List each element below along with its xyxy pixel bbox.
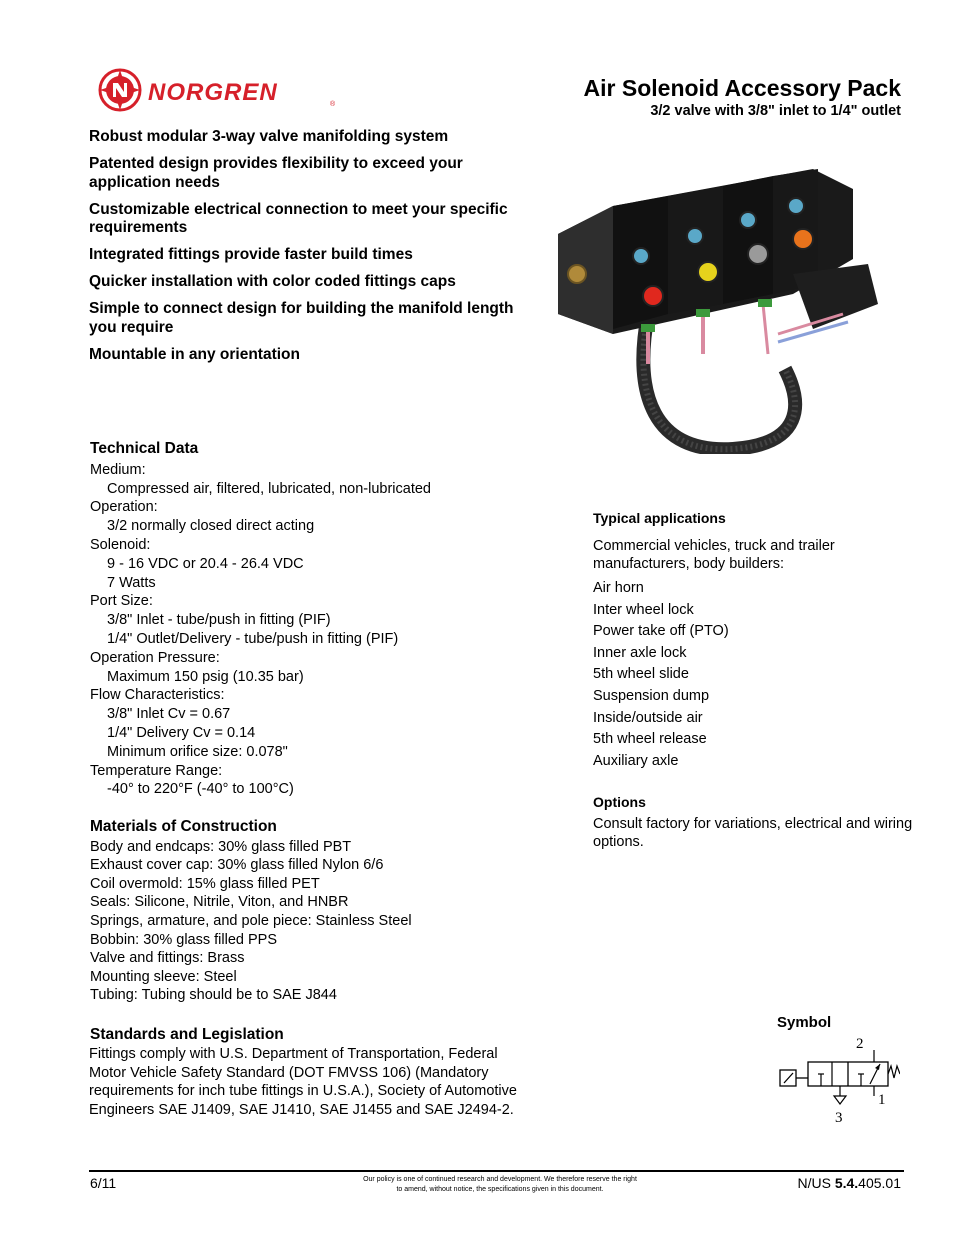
standards-section [89, 1026, 559, 1120]
port-1-label: 1 [878, 1092, 886, 1108]
technical-data-section [90, 440, 530, 799]
technical-data-value: Maximum 150 psig (10.35 bar) [107, 668, 304, 685]
technical-data-value: 1/4" Outlet/Delivery - tube/push in fitting (PIF) [107, 630, 399, 647]
material-line: Seals: Silicone, Nitrile, Viton, and HNBR [90, 894, 349, 911]
technical-data-value: Minimum orifice size: 0.078" [107, 743, 288, 760]
technical-data-value: 3/8" Inlet Cv = 0.67 [107, 706, 231, 723]
application-item: Power take off (PTO) [593, 623, 729, 640]
page-subtitle: 3/2 valve with 3/8" inlet to 1/4" outlet [650, 103, 901, 119]
technical-data-label: Solenoid: [90, 536, 151, 553]
footer-divider [89, 1170, 904, 1172]
application-item: Air horn [593, 580, 644, 596]
standards-line: Fittings comply with U.S. Department of Transportation, Federal [89, 1045, 498, 1062]
policy-line: Our policy is one of continued research and development. We therefore reserve the right [363, 1176, 637, 1183]
feature-item: Patented design provides flexibility to exceed your application needs [89, 155, 463, 191]
technical-data-value: 7 Watts [107, 574, 156, 591]
feature-item: Integrated fittings provide faster build times [89, 246, 413, 263]
material-line: Valve and fittings: Brass [90, 950, 245, 967]
application-item: Inside/outside air [593, 709, 703, 726]
application-item: Inner axle lock [593, 644, 687, 661]
technical-data-heading: Technical Data [90, 440, 199, 457]
application-item: Auxiliary axle [593, 752, 679, 769]
application-item: 5th wheel slide [593, 666, 689, 683]
footer-policy [330, 1175, 670, 1195]
port-3-label: 3 [835, 1110, 843, 1126]
technical-data-label: Medium: [90, 461, 146, 478]
material-line: Coil overmold: 15% glass filled PET [90, 875, 320, 892]
ref-suffix: 405.01 [858, 1175, 901, 1191]
technical-data-value: 9 - 16 VDC or 20.4 - 26.4 VDC [107, 555, 304, 572]
port-2-label: 2 [856, 1036, 864, 1052]
material-line: Body and endcaps: 30% glass filled PBT [90, 838, 352, 855]
standards-line: Engineers SAE J1409, SAE J1410, SAE J1455 and SAE J2494-2. [89, 1102, 514, 1119]
technical-data-label: Flow Characteristics: [90, 687, 225, 704]
technical-data-lines [90, 461, 530, 799]
technical-data-label: Operation: [90, 499, 158, 516]
technical-data-value: 3/8" Inlet - tube/push in fitting (PIF) [107, 612, 331, 629]
application-item: Inter wheel lock [593, 601, 694, 618]
footer-reference [797, 1175, 901, 1191]
footer-date: 6/11 [90, 1175, 117, 1191]
technical-data-value: 3/2 normally closed direct acting [107, 518, 315, 535]
material-line: Bobbin: 30% glass filled PPS [90, 931, 277, 948]
valve-symbol [774, 1032, 900, 1128]
feature-item: Mountable in any orientation [89, 345, 300, 363]
feature-item: Quicker installation with color coded fittings caps [89, 273, 456, 290]
material-line: Tubing: Tubing should be to SAE J844 [90, 987, 337, 1004]
standards-line: requirements for inch tube fittings in U.S.A.), Society of Automotive [89, 1083, 517, 1100]
standards-heading: Standards and Legislation [90, 1026, 284, 1043]
material-line: Exhaust cover cap: 30% glass filled Nylon 6/6 [90, 857, 384, 874]
norgren-emblem-icon [100, 70, 140, 110]
page-title: Air Solenoid Accessory Pack [583, 75, 901, 101]
technical-data-value: Compressed air, filtered, lubricated, non-lubricated [107, 480, 431, 497]
technical-data-label: Port Size: [90, 593, 153, 610]
application-item: Suspension dump [593, 687, 710, 704]
policy-line: to amend, without notice, the specifications given in this document. [396, 1186, 604, 1193]
standards-line: Motor Vehicle Safety Standard (DOT FMVSS 106) (Mandatory [89, 1064, 489, 1081]
feature-item: Customizable electrical connection to meet your specific requirements [89, 200, 508, 236]
feature-list [89, 128, 529, 373]
options-heading: Options [593, 794, 646, 810]
material-line: Mounting sleeve: Steel [90, 968, 237, 985]
symbol-label: Symbol [777, 1014, 832, 1031]
materials-section [90, 818, 530, 1005]
applications-intro: Commercial vehicles, truck and trailer manufacturers, body builders: [593, 538, 835, 572]
technical-data-value: -40° to 220°F (-40° to 100°C) [107, 781, 294, 798]
options-section [593, 794, 913, 851]
applications-heading: Typical applications [593, 510, 726, 526]
feature-item: Simple to connect design for building the manifold length you require [89, 300, 514, 336]
technical-data-label: Operation Pressure: [90, 649, 220, 666]
application-item: 5th wheel release [593, 731, 707, 748]
applications-section [593, 510, 913, 772]
materials-heading: Materials of Construction [90, 818, 277, 835]
norgren-logo [96, 66, 346, 114]
brand-name: NORGREN [148, 79, 278, 106]
material-line: Springs, armature, and pole piece: Stainless Steel [90, 912, 412, 929]
options-body: Consult factory for variations, electrical and wiring options. [593, 816, 913, 850]
technical-data-value: 1/4" Delivery Cv = 0.14 [107, 724, 256, 741]
product-photo [553, 164, 883, 454]
ref-bold: 5.4. [834, 1175, 859, 1191]
registered-mark: ® [330, 101, 336, 108]
technical-data-label: Temperature Range: [90, 762, 223, 779]
ref-prefix: N/US [797, 1175, 835, 1191]
feature-item: Robust modular 3-way valve manifolding system [89, 128, 449, 145]
